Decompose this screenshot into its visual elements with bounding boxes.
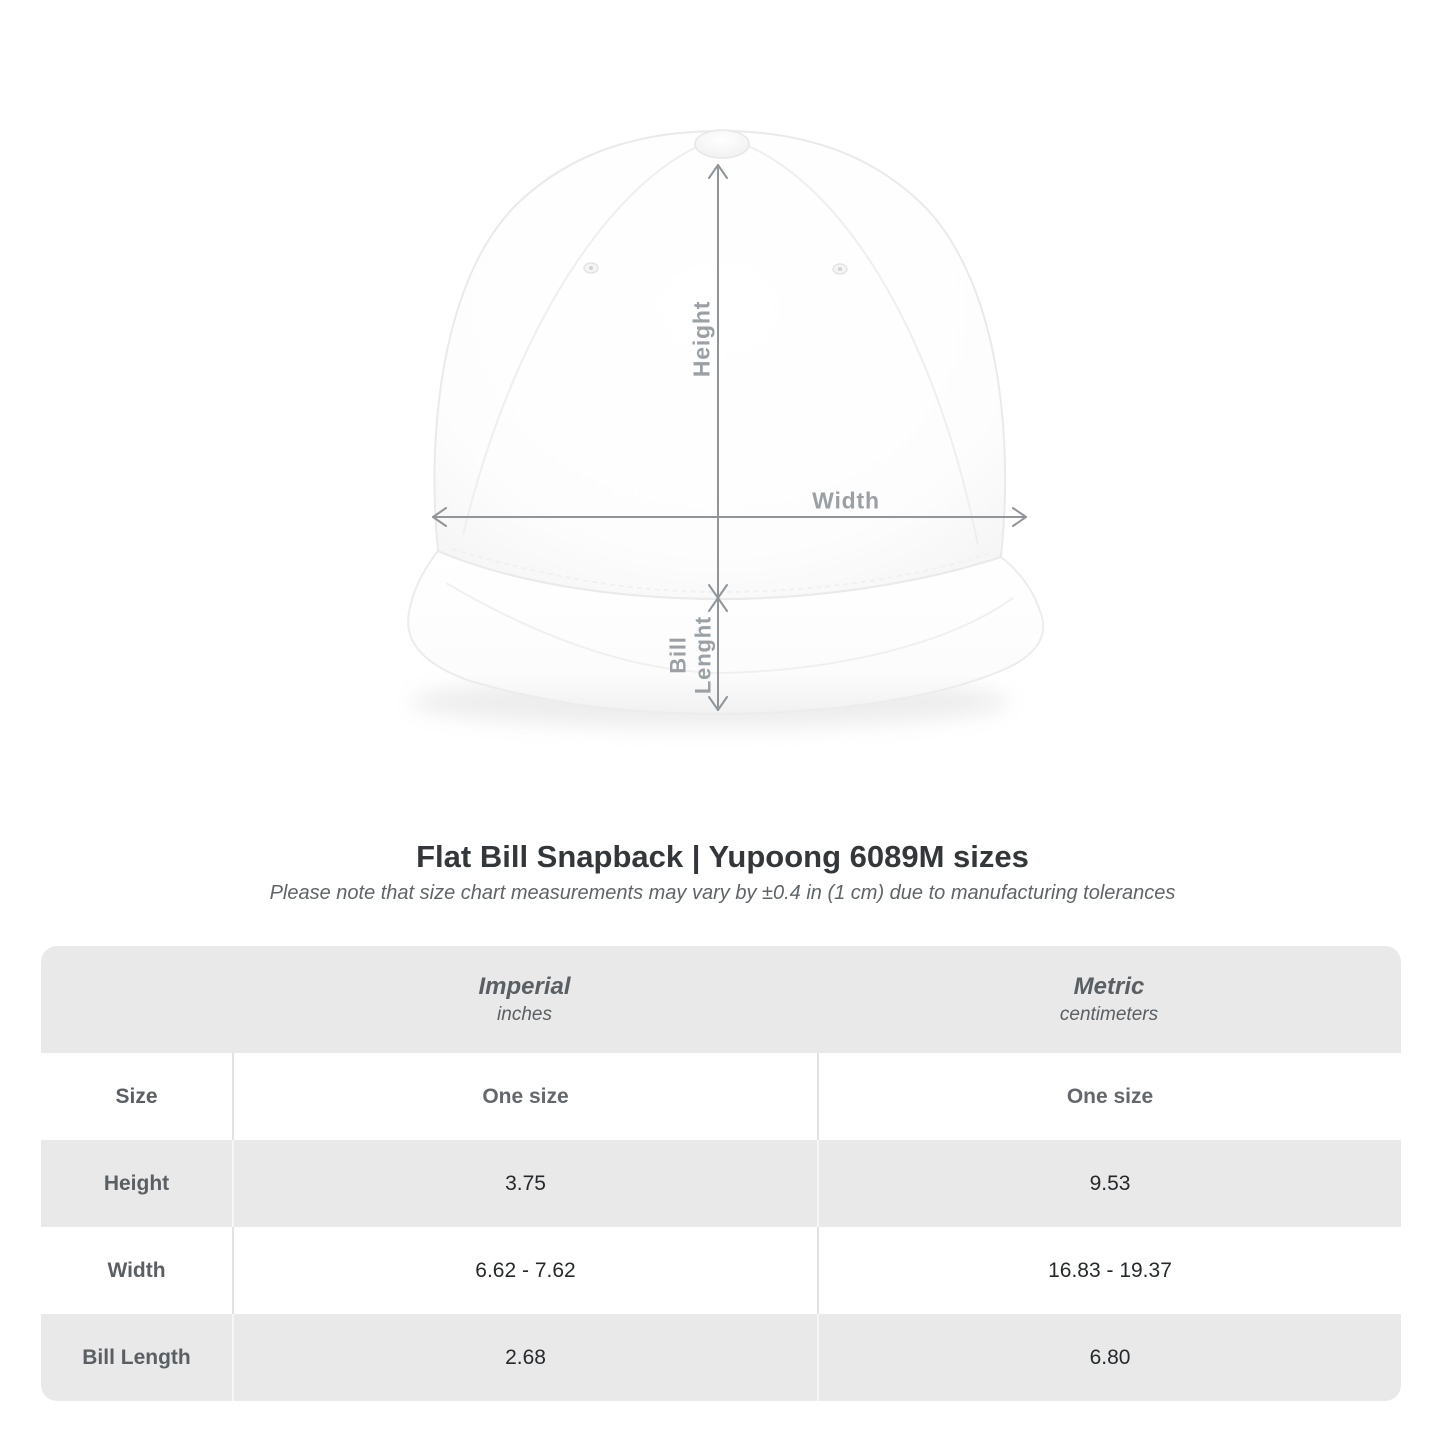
table-row-width [41,1227,1401,1314]
width-dimension-label: Width [812,487,880,514]
row-label-bill-length: Bill Length [82,1345,191,1369]
width-imperial-value: 6.62 - 7.62 [232,1227,817,1314]
height-imperial-value: 3.75 [232,1140,817,1227]
eyelet-left [584,263,598,273]
size-metric-value: One size [817,1053,1401,1140]
metric-header-title: Metric [1073,973,1145,1000]
imperial-column-header [232,946,817,1053]
height-metric-value: 9.53 [817,1140,1401,1227]
bill-length-metric-value: 6.80 [817,1314,1401,1401]
bill-length-label-line2: Lenght [690,615,715,695]
size-imperial-value: One size [232,1053,817,1140]
imperial-header-title: Imperial [478,973,571,1000]
table-header-row [41,946,1401,1053]
tolerance-note: Please note that size chart measurements may vary by ±0.4 in (1 cm) due to manufacturing tolerances [269,882,1176,904]
width-metric-value: 16.83 - 19.37 [817,1227,1401,1314]
row-label-height: Height [103,1171,170,1195]
bill-length-dimension-label [666,616,715,694]
row-label-size: Size [115,1084,158,1108]
eyelet-right [833,264,847,274]
bill-length-imperial-value: 2.68 [232,1314,817,1401]
metric-column-header [817,946,1401,1053]
table-row-height [41,1140,1401,1227]
header-spacer-cell [41,946,232,1053]
page-title: Flat Bill Snapback | Yupoong 6089M sizes [416,839,1029,874]
cap-button [695,130,749,158]
bill-length-label-line1: Bill [665,636,691,674]
size-chart-table [41,946,1401,1401]
metric-header-unit: centimeters [1059,1004,1159,1025]
row-label-width: Width [107,1258,166,1282]
imperial-header-unit: inches [497,1004,552,1025]
table-row-bill-length [41,1314,1401,1401]
height-dimension-label: Height [688,300,715,378]
table-row-size [41,1053,1401,1140]
